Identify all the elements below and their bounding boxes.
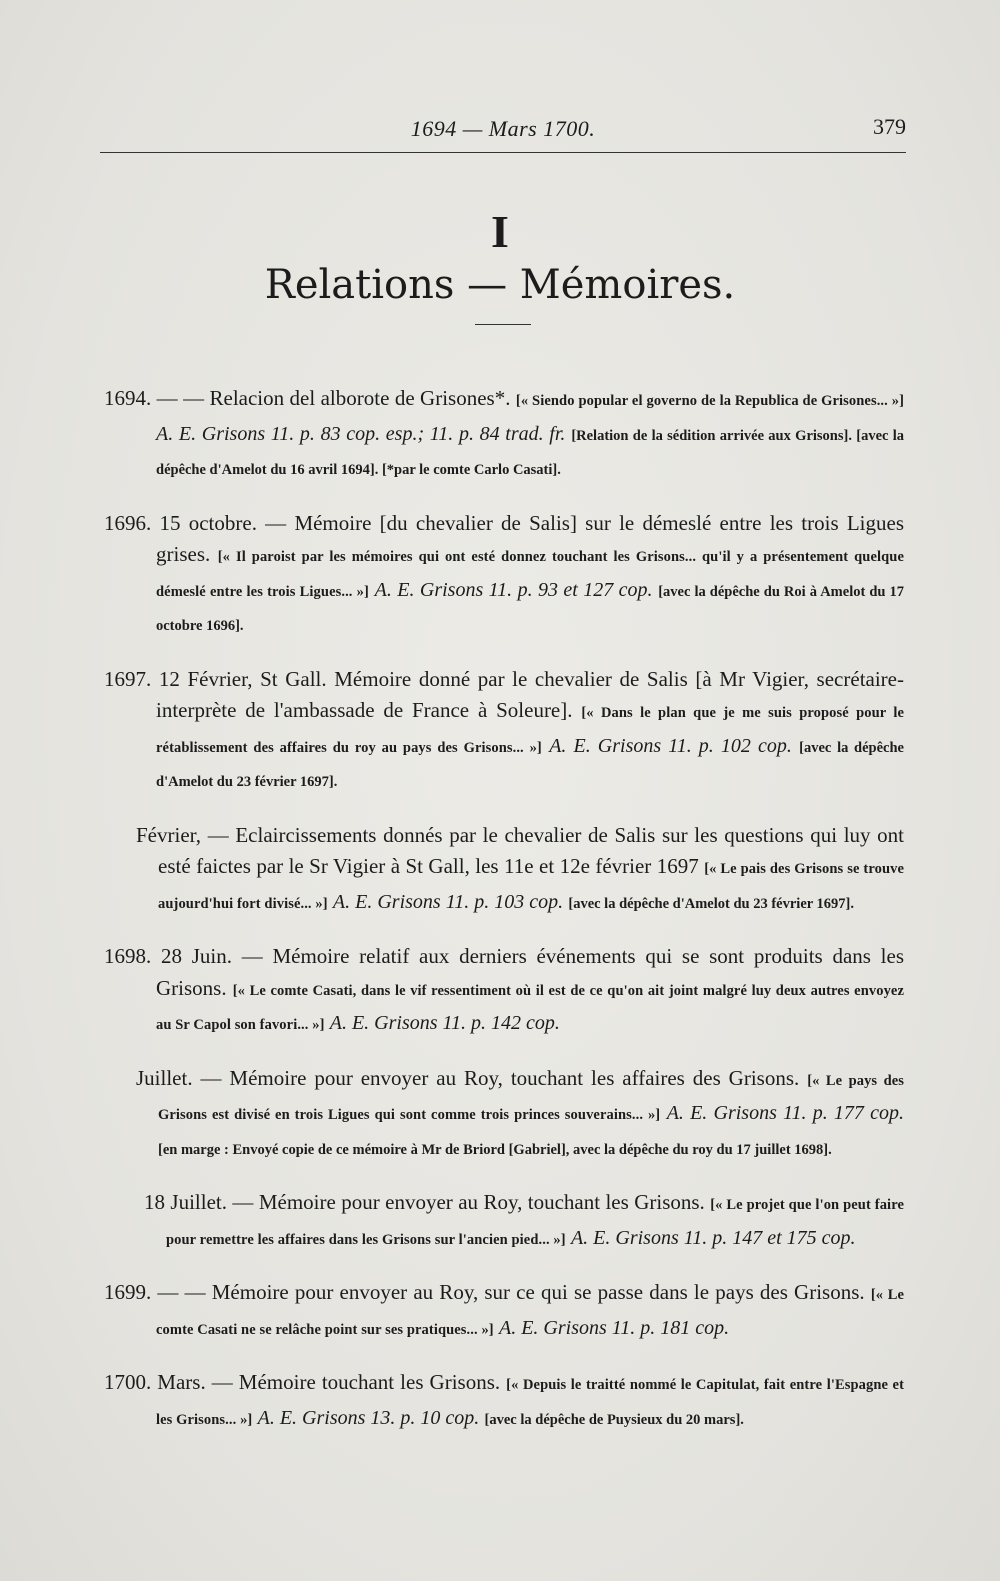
entry-quote: [« Le projet que l'on peut faire pour remettre les affaires dans les Grisons sur l'ancien pied... »] xyxy=(166,1197,904,1248)
entry-1700 xyxy=(104,1367,904,1436)
header-rule xyxy=(100,152,906,153)
entry-note: [avec la dépêche de Puysieux du 20 mars]. xyxy=(484,1411,744,1428)
entry-quote: [« Le pays des Grisons est divisé en trois Ligues qui sont comme trois princes souverains... »] xyxy=(158,1072,905,1123)
entry-reference: A. E. Grisons 13. p. 10 cop. xyxy=(257,1406,480,1429)
entry-quote: [« Depuis le traitté nommé le Capitulat, fait entre l'Espagne et les Grisons... »] xyxy=(156,1377,905,1428)
entry-reference: A. E. Grisons 11. p. 83 cop. esp.; 11. p. 84 trad. fr. xyxy=(156,422,566,445)
entry-1694 xyxy=(104,383,904,487)
section-numeral: I xyxy=(491,206,509,257)
running-head xyxy=(100,112,906,146)
entry-quote: [« Le pais des Grisons se trouve aujourd'hui fort divisé... »] xyxy=(158,861,904,912)
entry-quote: [« Siendo popular el governo de la Republica de Grisones... »] xyxy=(515,393,905,409)
entry-heading: Eclaircissements donnés par le chevalier de Salis sur les questions qui luy ont esté faictes par le Sr Vigier à St Gall, les 11e et 12e février 1697 xyxy=(158,822,905,878)
entry-1696 xyxy=(104,508,904,643)
entry-date: 1696. 15 octobre. — xyxy=(104,510,287,535)
entry-date: Juillet. — xyxy=(136,1065,222,1090)
entry-list xyxy=(104,362,904,1446)
page-number: 379 xyxy=(873,114,906,139)
entry-1699 xyxy=(104,1277,904,1346)
entry-1698-jun xyxy=(104,941,904,1042)
entry-reference: A. E. Grisons 11. p. 177 cop. xyxy=(666,1102,904,1124)
entry-date: 1694. — — xyxy=(104,386,205,410)
entry-heading: Mémoire donné par le chevalier de Salis [à Mr Vigier, secrétaire-interprète de l'ambassade de France à Soleure]. xyxy=(156,666,904,722)
entry-heading: Mémoire pour envoyer au Roy, touchant les affaires des Grisons. xyxy=(229,1065,800,1090)
entry-date: 1699. — — xyxy=(104,1280,206,1304)
entry-heading: Mémoire [du chevalier de Salis] sur le démeslé entre les trois Ligues grises. xyxy=(156,510,905,566)
entry-quote: [« Le comte Casati, dans le vif ressentiment où il est de ce qu'on ait joint malgré luy deux autres envoyez au Sr Capol son favori... »] xyxy=(156,982,904,1033)
entry-reference: A. E. Grisons 11. p. 102 cop. xyxy=(549,734,792,757)
entry-heading: Mémoire pour envoyer au Roy, touchant les Grisons. xyxy=(258,1190,705,1214)
entry-date: 18 Juillet. — xyxy=(144,1190,254,1214)
entry-quote: [« Il paroist par les mémoires qui ont esté donnez touchant les Grisons... qu'il y a présentement quelque démeslé entre les trois Ligues... »] xyxy=(156,549,905,600)
entry-date: Février, — xyxy=(136,822,229,847)
title-rule xyxy=(475,324,531,325)
entry-date: 1700. Mars. — xyxy=(104,1370,233,1394)
entry-reference: A. E. Grisons 11. p. 181 cop. xyxy=(498,1316,730,1339)
entry-heading: Mémoire relatif aux derniers événements qui se sont produits dans les Grisons. xyxy=(156,944,905,1000)
running-title: 1694 — Mars 1700. xyxy=(410,116,596,141)
entry-1698-jul-18 xyxy=(144,1187,904,1256)
entry-note: [avec la dépêche d'Amelot du 23 février 1697]. xyxy=(156,739,904,790)
entry-reference: A. E. Grisons 11. p. 103 cop. xyxy=(332,890,564,913)
entry-reference: A. E. Grisons 11. p. 93 et 127 cop. xyxy=(374,578,653,601)
entry-1697-feb-12 xyxy=(104,664,904,799)
entry-heading: Mémoire pour envoyer au Roy, sur ce qui se passe dans le pays des Grisons. xyxy=(211,1280,865,1304)
entry-quote: [« Dans le plan que je me suis proposé pour le rétablissement des affaires du roy au pays des Grisons... »] xyxy=(156,705,905,756)
entry-heading: Mémoire touchant les Grisons. xyxy=(238,1370,501,1394)
entry-note: [en marge : Envoyé copie de ce mémoire à Mr de Briord [Gabriel], avec la dépêche du roy du 17 juillet 1698]. xyxy=(158,1141,832,1158)
entry-note: [avec la dépêche du Roi à Amelot du 17 octobre 1696]. xyxy=(156,583,905,634)
entry-note: [Relation de la sédition arrivée aux Grisons]. [avec la dépêche d'Amelot du 16 avril 1694]. [*par le comte Carlo Casati]. xyxy=(156,427,905,478)
entry-note: [avec la dépêche d'Amelot du 23 février 1697]. xyxy=(568,895,855,912)
entry-1697-feb xyxy=(136,820,904,921)
entry-date: 1697. 12 Février, St Gall. xyxy=(104,666,327,691)
entry-reference: A. E. Grisons 11. p. 147 et 175 cop. xyxy=(570,1226,856,1249)
entry-quote: [« Le comte Casati ne se relâche point sur ses pratiques... »] xyxy=(156,1287,905,1338)
entry-reference: A. E. Grisons 11. p. 142 cop. xyxy=(329,1012,560,1034)
section-title: Relations — Mémoires. xyxy=(264,262,736,308)
entry-date: 1698. 28 Juin. — xyxy=(104,944,263,968)
entry-1698-jul xyxy=(136,1063,904,1167)
entry-heading: Relacion del alborote de Grisones*. xyxy=(209,386,511,410)
